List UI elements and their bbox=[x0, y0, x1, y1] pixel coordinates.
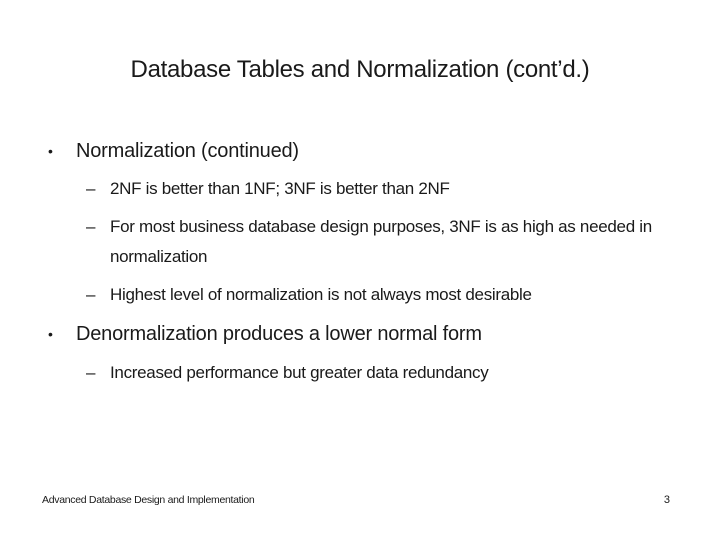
bullet-icon: • bbox=[48, 143, 53, 159]
bullet-text: Denormalization produces a lower normal form bbox=[76, 323, 482, 345]
dash-icon: – bbox=[86, 179, 96, 198]
sub-bullet-text: Increased performance but greater data redundancy bbox=[110, 363, 489, 382]
bullet-icon: • bbox=[48, 326, 53, 342]
slide-title: Database Tables and Normalization (cont’d.) bbox=[130, 56, 590, 83]
dash-icon: – bbox=[86, 285, 96, 304]
footer-course-title: Advanced Database Design and Implementation bbox=[42, 494, 255, 506]
bullet-text: Normalization (continued) bbox=[76, 140, 299, 162]
page-number: 3 bbox=[663, 494, 670, 506]
sub-bullet-text: Highest level of normalization is not always most desirable bbox=[110, 285, 532, 304]
sub-bullet-text: 2NF is better than 1NF; 3NF is better than 2NF bbox=[110, 179, 450, 198]
dash-icon: – bbox=[86, 363, 96, 382]
sub-bullet-text: For most business database design purposes, 3NF is as high as needed in normalization bbox=[110, 217, 652, 266]
dash-icon: – bbox=[86, 217, 96, 236]
